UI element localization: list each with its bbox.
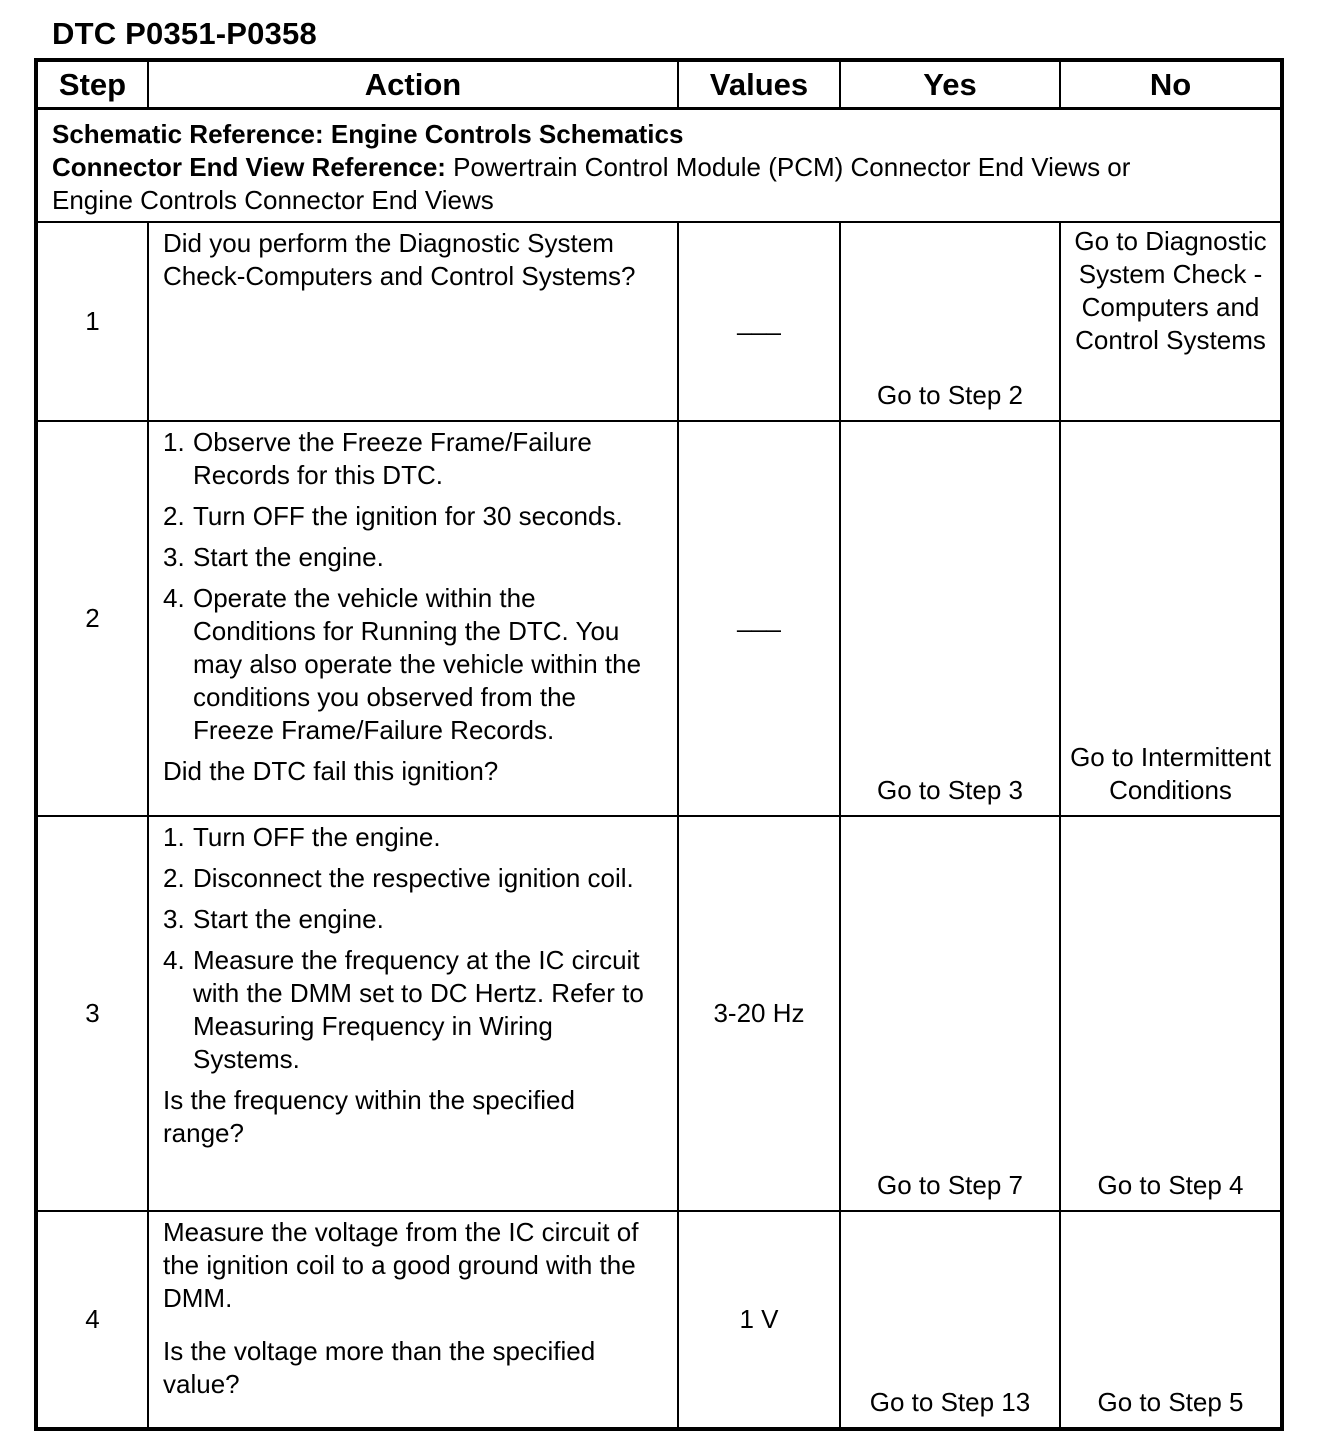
diagnostic-table: [34, 58, 1284, 1431]
list-item: 3. Start the engine.: [163, 903, 384, 934]
table-row: [36, 421, 1282, 816]
step-number: 3: [36, 816, 148, 1211]
action-instruction: Measure the voltage from the IC circuit of the ignition coil to a good ground with the DMM.: [163, 1216, 639, 1313]
no-cell: Go to Step 4: [1060, 816, 1282, 1211]
connector-reference-text-2: Engine Controls Connector End Views: [52, 184, 494, 215]
yes-cell: Go to Step 13: [840, 1211, 1060, 1429]
no-cell: Go to Step 5: [1060, 1211, 1282, 1429]
value-cell: ___: [678, 421, 840, 816]
schematic-reference: Schematic Reference: Engine Controls Schematics: [52, 118, 684, 149]
header-row: [36, 60, 1282, 108]
no-cell: Go to Intermittent Conditions: [1060, 421, 1282, 816]
header-yes: Yes: [840, 60, 1060, 108]
action-question: Is the frequency within the specified range?: [163, 1084, 575, 1148]
list-item: 1. Observe the Freeze Frame/Failure Records for this DTC.: [163, 426, 592, 490]
connector-reference-label: Connector End View Reference:: [52, 151, 446, 182]
action-question: Is the voltage more than the specified value?: [163, 1335, 596, 1399]
yes-cell: Go to Step 2: [840, 222, 1060, 421]
step-number: 4: [36, 1211, 148, 1429]
action-cell: [148, 222, 678, 421]
no-cell: Go to Diagnostic System Check - Computers and Control Systems: [1060, 222, 1282, 421]
table-row: [36, 222, 1282, 421]
action-list: [163, 821, 663, 1076]
value-cell: ___: [678, 222, 840, 421]
action-question: Did you perform the Diagnostic System Check-Computers and Control Systems?: [163, 227, 636, 291]
step-number: 2: [36, 421, 148, 816]
header-values: Values: [678, 60, 840, 108]
value-cell: 3-20 Hz: [678, 816, 840, 1211]
list-item: 1. Turn OFF the engine.: [163, 821, 441, 852]
connector-reference-text: Powertrain Control Module (PCM) Connector End Views or: [445, 151, 1131, 182]
list-item: 4. Operate the vehicle within the Conditions for Running the DTC. You may also operate the vehicle within the conditions you observed from the Freeze Frame/Failure Records.: [163, 582, 642, 745]
value-cell: 1 V: [678, 1211, 840, 1429]
header-action: Action: [148, 60, 678, 108]
yes-cell: Go to Step 7: [840, 816, 1060, 1211]
page-title: DTC P0351-P0358: [52, 16, 317, 51]
header-no: No: [1060, 60, 1282, 108]
action-list: [163, 426, 663, 747]
yes-cell: Go to Step 3: [840, 421, 1060, 816]
action-cell: [148, 421, 678, 816]
list-item: 4. Measure the frequency at the IC circuit with the DMM set to DC Hertz. Refer to Measuring Frequency in Wiring Systems.: [163, 944, 644, 1074]
list-item: 2. Turn OFF the ignition for 30 seconds.: [163, 500, 623, 531]
list-item: 2. Disconnect the respective ignition coil.: [163, 862, 634, 893]
table-row: [36, 1211, 1282, 1429]
reference-cell: [36, 108, 1282, 222]
step-number: 1: [36, 222, 148, 421]
table-row: [36, 816, 1282, 1211]
action-cell: [148, 816, 678, 1211]
header-step: Step: [36, 60, 148, 108]
reference-row: [36, 108, 1282, 222]
list-item: 3. Start the engine.: [163, 541, 384, 572]
action-cell: [148, 1211, 678, 1429]
action-question: Did the DTC fail this ignition?: [163, 755, 499, 786]
